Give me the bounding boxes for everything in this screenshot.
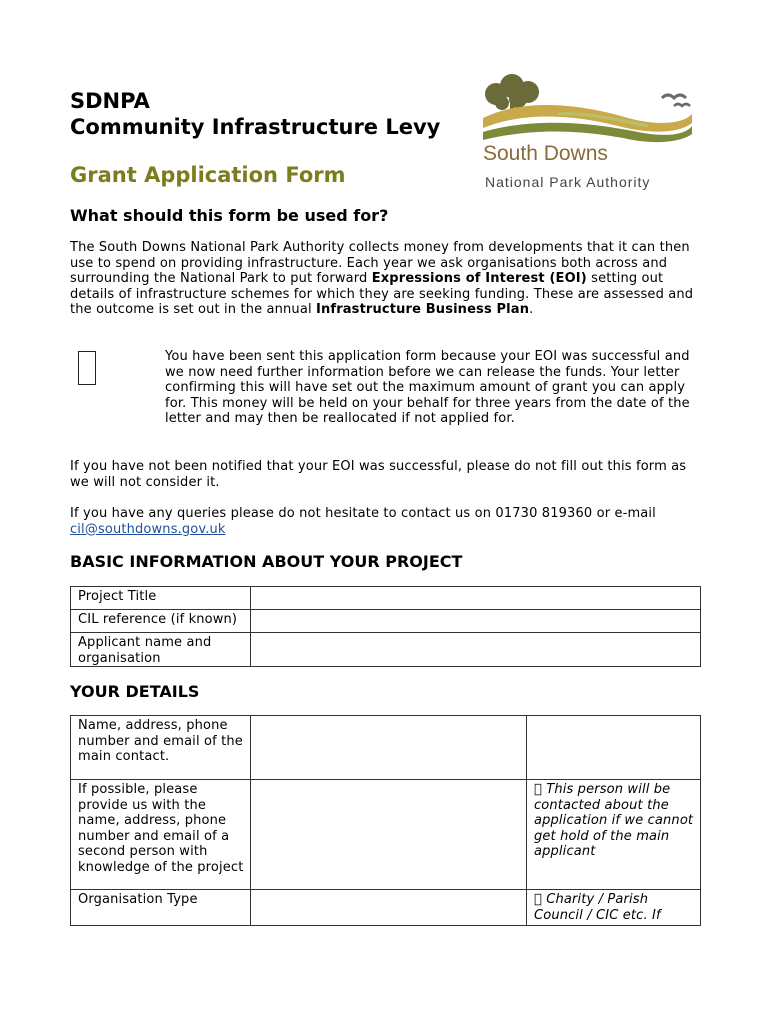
applicant-field[interactable] [251,633,701,667]
what-heading: What should this form be used for? [70,206,389,225]
main-contact-field[interactable] [251,716,527,780]
your-details-heading: YOUR DETAILS [70,682,200,701]
basic-info-heading: BASIC INFORMATION ABOUT YOUR PROJECT [70,552,463,571]
second-contact-field[interactable] [251,780,527,890]
row-note:   Charity / Parish Council / CIC etc. If [527,890,701,926]
row-label: Name, address, phone number and email of the main contact. [71,716,251,780]
row-label: If possible, please provide us with the name, address, phone number and email of a second person with knowledge of the project [71,780,251,890]
row-note:   This person will be contacted about the application if we cannot get hold of the main applicant [527,780,701,890]
query-text: If you have any queries please do not hesitate to contact us on 01730 819360 or e-mail [70,506,656,521]
table-row [71,716,701,780]
intro-paragraph [70,240,702,318]
table-row [71,610,701,633]
document-header [70,88,440,140]
logo-name: South Downs [483,142,608,165]
email-link[interactable]: cil@southdowns.gov.uk [70,521,226,537]
bird-icon [662,95,686,98]
basic-info-table [70,586,701,667]
table-row [71,587,701,610]
missing-glyph-icon [78,351,96,385]
eoi-term: Expressions of Interest (EOI) [371,271,587,287]
notify-paragraph: If you have not been notified that your EOI was successful, please do not fill out this form as we will not consider it. [70,459,687,490]
logo-subtitle: National Park Authority [485,174,651,190]
org-name: SDNPA [70,89,150,113]
your-details-table [70,715,701,926]
query-paragraph [70,506,702,537]
ibp-term: Infrastructure Business Plan [316,302,530,318]
form-title: Grant Application Form [70,163,346,187]
landscape-emblem [478,68,700,148]
row-label: CIL reference (if known) [71,610,251,633]
table-row [71,780,701,890]
intro-text: The South Downs National Park Authority collects money from developments that it can then use to spend on providing infrastructure. Each year we ask organisations both across and surrounding the National Park to put forward [70,240,690,287]
row-note [527,716,701,780]
cil-reference-field[interactable] [251,610,701,633]
table-row [71,633,701,667]
row-label: Organisation Type [71,890,251,926]
row-label: Applicant name and organisation [71,633,251,667]
levy-title: Community Infrastructure Levy [70,115,441,139]
bird-icon [674,104,690,106]
organisation-type-field[interactable] [251,890,527,926]
intro-end: . [529,302,534,318]
intro-text-2: setting out details of infrastructure schemes for which they are seeking funding. These are assessed and the outcome is set out in the annual [70,271,694,318]
row-label: Project Title [71,587,251,610]
project-title-field[interactable] [251,587,701,610]
sdnpa-logo [478,68,700,196]
table-row [71,890,701,926]
note-paragraph: You have been sent this application form because your EOI was successful and we now need further information before we can release the funds. Your letter confirming this will have set out the maximum amount of grant you can apply for. This money will be held on your behalf for three years from the date of the letter and may then be reallocated if not applied for. [165,349,690,427]
